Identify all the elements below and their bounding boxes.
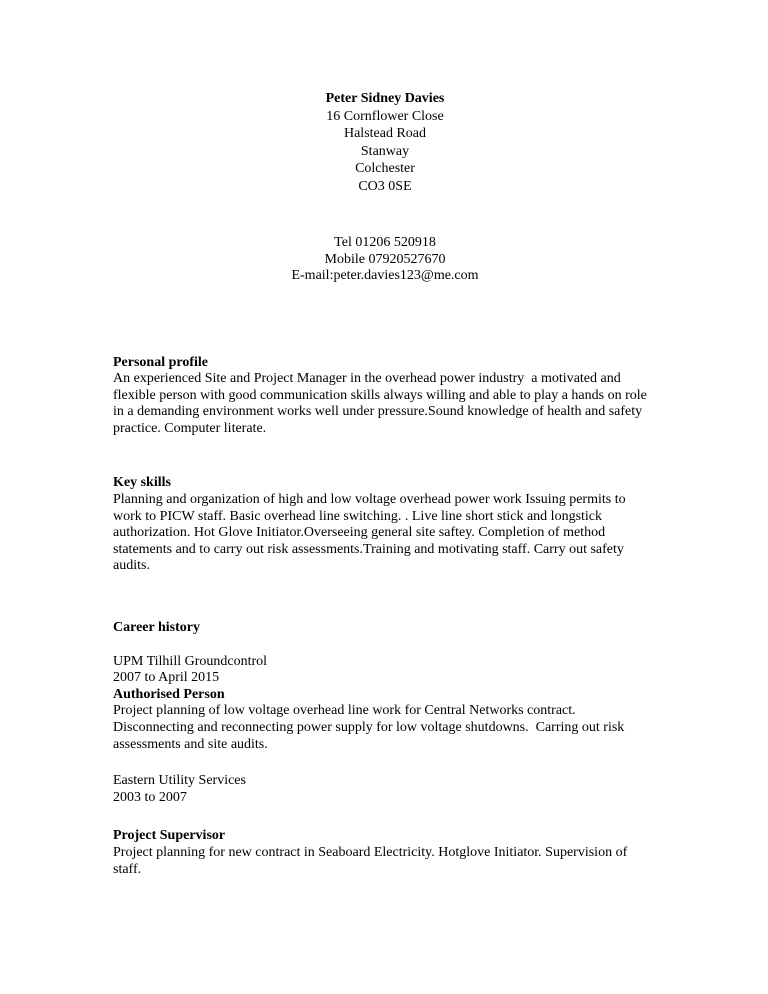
person-name: Peter Sidney Davies: [325, 91, 445, 106]
address-line-street: 16 Cornflower Close: [326, 108, 444, 124]
job-title: Project Supervisor: [113, 828, 226, 844]
key-skills-text: Planning and organization of high and low voltage overhead power work Issuing permits to work to PICW staff. Basic overhead line switching. . Live line short stick and longstick authorization. Hot Glove Initiator.Overseeing general site saftey. Completion of method statements and to carry out risk assessments.Training and motivating staff. Carry out safety audits.: [113, 492, 630, 574]
section-personal-profile: [113, 355, 657, 438]
job-company: UPM Tilhill Groundcontrol: [113, 653, 268, 669]
address-line-city: Colchester: [355, 161, 415, 176]
mobile-line: Mobile 07920527670: [324, 251, 446, 267]
job-dates: 2003 to 2007: [113, 789, 187, 805]
contact-block: [113, 235, 657, 285]
personal-profile-heading: Personal profile: [113, 354, 209, 370]
job-description: Project planning of low voltage overhead line work for Central Networks contract. Disconnecting and reconnecting power supply for low voltage shutdowns. Carring out risk assessments and site audits.: [113, 703, 628, 752]
address-line-road: Halstead Road: [343, 126, 427, 141]
address-line-locality: Stanway: [360, 143, 410, 159]
job-dates: 2007 to April 2015: [113, 670, 220, 686]
telephone-line: Tel 01206 520918: [334, 235, 436, 250]
email-line: E-mail:peter.davies123@me.com: [291, 268, 479, 283]
career-history-heading: Career history: [113, 620, 200, 636]
address-line-postcode: CO3 0SE: [358, 178, 412, 194]
job-entry-eastern: [113, 773, 657, 878]
key-skills-heading: Key skills: [113, 475, 171, 491]
section-key-skills: [113, 475, 657, 575]
job-description: Project planning for new contract in Seaboard Electricity. Hotglove Initiator. Supervision of staff.: [113, 844, 631, 877]
contact-header: [113, 90, 657, 285]
job-entry-upm: [113, 654, 657, 754]
personal-profile-text: An experienced Site and Project Manager in the overhead power industry a motivated and flexible person with good communication skills always willing and able to play a hands on role in a demanding environment works well under pressure.Sound knowledge of health and safety practice. Computer literate.: [113, 371, 651, 436]
job-company: Eastern Utility Services: [113, 773, 246, 789]
job-title: Authorised Person: [113, 686, 225, 702]
section-career-history: [113, 620, 657, 878]
